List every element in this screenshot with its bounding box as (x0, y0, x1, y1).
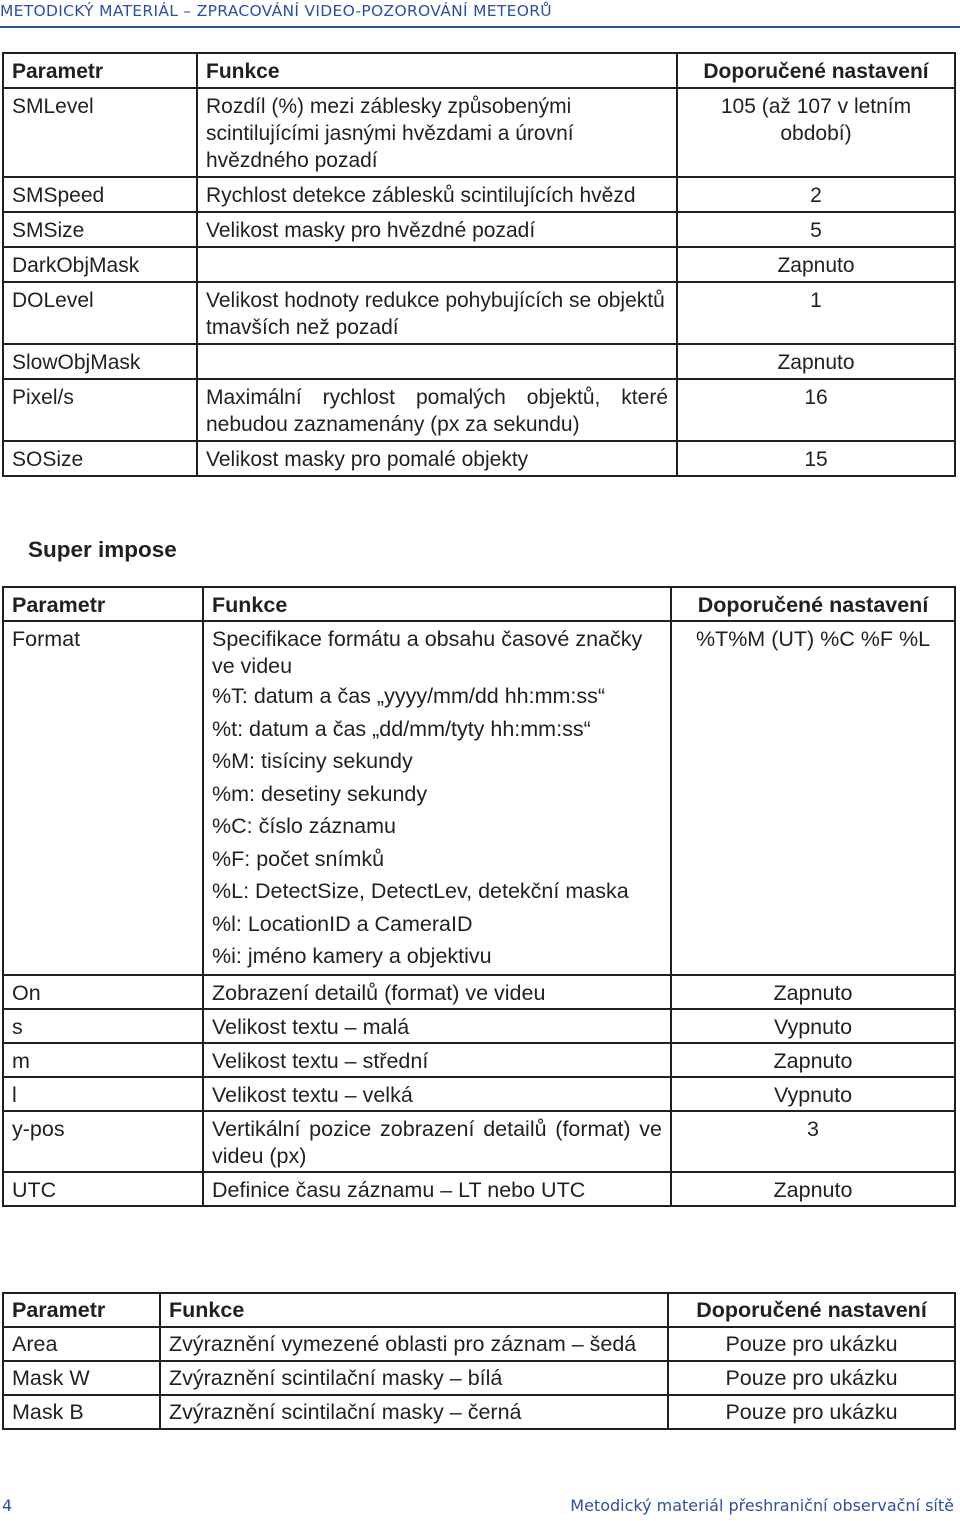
table-row (3, 379, 955, 441)
table-row (3, 282, 955, 344)
format-token-line: %L: DetectSize, DetectLev, detekční maska (212, 879, 629, 903)
value-cell: Pouze pro ukázku (668, 1395, 955, 1429)
param-cell: m (3, 1043, 203, 1077)
param-cell: Area (3, 1327, 160, 1361)
table-header-row (3, 587, 955, 621)
table-header-row (3, 53, 955, 88)
param-cell: y-pos (3, 1111, 203, 1172)
format-token-line: %T: datum a čas „yyyy/mm/dd hh:mm:ss“ (212, 684, 606, 708)
table-row (3, 344, 955, 379)
function-cell: Velikost textu – velká (203, 1077, 671, 1111)
table-row (3, 177, 955, 212)
param-cell: Format (3, 621, 203, 975)
format-token-line: %m: desetiny sekundy (212, 781, 428, 806)
param-cell: SlowObjMask (3, 344, 197, 379)
value-cell: 1 (677, 282, 955, 344)
param-cell: SMLevel (3, 88, 197, 177)
value-cell: Pouze pro ukázku (668, 1361, 955, 1395)
function-cell: Definice času záznamu – LT nebo UTC (203, 1172, 671, 1206)
function-cell: Zvýraznění scintilační masky – černá (160, 1395, 668, 1429)
value-cell: Zapnuto (671, 1172, 955, 1206)
table-row (3, 1361, 955, 1395)
function-cell: Velikost textu – střední (203, 1043, 671, 1077)
param-cell: l (3, 1077, 203, 1111)
page-number: 4 (2, 1496, 13, 1515)
function-cell: Zobrazení detailů (format) ve videu (203, 975, 671, 1009)
value-cell: 2 (677, 177, 955, 212)
function-cell: Velikost textu – malá (203, 1009, 671, 1043)
header-divider (0, 26, 960, 28)
column-header-recommended: Doporučené nastavení (677, 53, 955, 88)
table-row (3, 975, 955, 1009)
table-header-row (3, 1293, 955, 1327)
format-token-line: %t: datum a čas „dd/mm/tyty hh:mm:ss“ (212, 716, 591, 741)
running-header: METODICKÝ MATERIÁL – ZPRACOVÁNÍ VIDEO-POZOROVÁNÍ METEORŮ (0, 2, 552, 20)
value-cell: Pouze pro ukázku (668, 1327, 955, 1361)
function-cell (197, 344, 677, 379)
format-token-line: %C: číslo záznamu (212, 814, 397, 838)
table-row (3, 1077, 955, 1111)
value-cell: 5 (677, 212, 955, 247)
function-cell (197, 247, 677, 282)
param-cell: SMSize (3, 212, 197, 247)
column-header-parameter: Parametr (3, 1293, 160, 1327)
value-cell: Zapnuto (671, 1043, 955, 1077)
param-cell: SMSpeed (3, 177, 197, 212)
column-header-parameter: Parametr (3, 587, 203, 621)
column-header-function: Funkce (203, 587, 671, 621)
function-cell: Zvýraznění vymezené oblasti pro záznam – šedá (160, 1327, 668, 1361)
value-cell: %T%M (UT) %C %F %L (671, 621, 955, 975)
table-row (3, 1009, 955, 1043)
format-description: Specifikace formátu a obsahu časové značky ve videu (212, 627, 643, 678)
value-cell: Vypnuto (671, 1077, 955, 1111)
parameters-table-detection (2, 52, 956, 477)
table-row-format (3, 621, 955, 975)
table-row (3, 1395, 955, 1429)
param-cell: UTC (3, 1172, 203, 1206)
value-cell: Zapnuto (677, 344, 955, 379)
param-cell: Mask B (3, 1395, 160, 1429)
parameters-table-super-impose (2, 586, 956, 1207)
format-token-line: %M: tisíciny sekundy (212, 749, 413, 773)
function-cell: Velikost masky pro hvězdné pozadí (197, 212, 677, 247)
table-row (3, 247, 955, 282)
format-token-line: %l: LocationID a CameraID (212, 911, 473, 936)
table-row (3, 1111, 955, 1172)
parameters-table-masks (2, 1292, 956, 1430)
function-cell (203, 621, 671, 975)
column-header-function: Funkce (160, 1293, 668, 1327)
param-cell: On (3, 975, 203, 1009)
function-cell: Maximální rychlost pomalých objektů, které nebudou zaznamenány (px za sekundu) (197, 379, 677, 441)
param-cell: DarkObjMask (3, 247, 197, 282)
function-cell: Velikost masky pro pomalé objekty (197, 441, 677, 476)
param-cell: SOSize (3, 441, 197, 476)
table-row (3, 441, 955, 476)
section-title: Super impose (28, 537, 177, 562)
format-token-line: %i: jméno kamery a objektivu (212, 944, 492, 968)
table-row (3, 1172, 955, 1206)
function-cell: Rychlost detekce záblesků scintilujících hvězd (197, 177, 677, 212)
column-header-recommended: Doporučené nastavení (671, 587, 955, 621)
param-cell: s (3, 1009, 203, 1043)
table-row (3, 212, 955, 247)
table-row (3, 88, 955, 177)
value-cell: 3 (671, 1111, 955, 1172)
function-cell: Zvýraznění scintilační masky – bílá (160, 1361, 668, 1395)
function-cell: Rozdíl (%) mezi záblesky způsobenými scintilujícími jasnými hvězdami a úrovní hvězdného pozadí (197, 88, 677, 177)
value-cell: Zapnuto (671, 975, 955, 1009)
column-header-function: Funkce (197, 53, 677, 88)
running-footer: Metodický materiál přeshraniční observační sítě (570, 1496, 954, 1515)
value-cell: 16 (677, 379, 955, 441)
value-cell: Vypnuto (671, 1009, 955, 1043)
format-token-line: %F: počet snímků (212, 846, 385, 871)
value-cell: 15 (677, 441, 955, 476)
function-cell: Vertikální pozice zobrazení detailů (format) ve videu (px) (203, 1111, 671, 1172)
column-header-recommended: Doporučené nastavení (668, 1293, 955, 1327)
column-header-parameter: Parametr (3, 53, 197, 88)
param-cell: Mask W (3, 1361, 160, 1395)
value-cell: 105 (až 107 v letním období) (677, 88, 955, 177)
param-cell: DOLevel (3, 282, 197, 344)
param-cell: Pixel/s (3, 379, 197, 441)
table-row (3, 1327, 955, 1361)
function-cell: Velikost hodnoty redukce pohybujících se objektů tmavších než pozadí (197, 282, 677, 344)
value-cell: Zapnuto (677, 247, 955, 282)
table-row (3, 1043, 955, 1077)
